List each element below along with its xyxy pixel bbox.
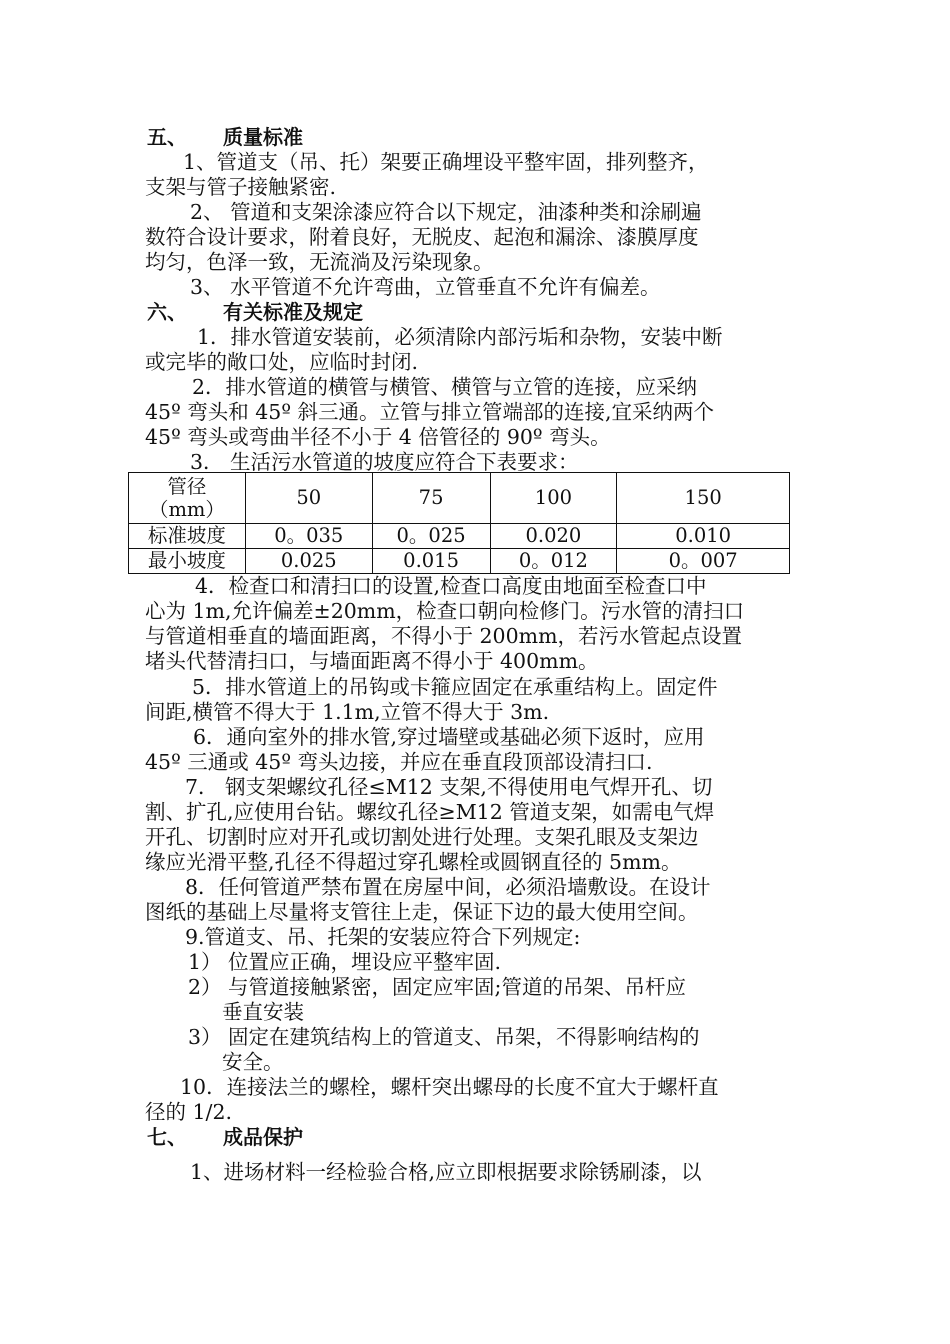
paragraph-line: 2．排水管道的横管与横管、横管与立管的连接，应采纳	[192, 375, 698, 399]
table-header-row	[129, 473, 790, 524]
section-number: 五、	[147, 125, 187, 149]
table-cell: 0。012	[490, 549, 617, 574]
table-cell: 0。007	[617, 549, 790, 574]
list-item: 2） 与管道接触紧密，固定应牢固;管道的吊架、吊杆应	[188, 975, 686, 999]
paragraph-line: 5．排水管道上的吊钩或卡箍应固定在承重结构上。固定件	[192, 675, 718, 699]
table-cell: 最小坡度	[129, 549, 246, 574]
paragraph-line: 均匀，色泽一致，无流淌及污染现象。	[145, 250, 494, 274]
list-item: 3） 固定在建筑结构上的管道支、吊架，不得影响结构的	[188, 1025, 700, 1049]
paragraph-line: 图纸的基础上尽量将支管往上走，保证下边的最大使用空间。	[145, 900, 699, 924]
table-cell: 0.015	[372, 549, 490, 574]
list-item: 1） 位置应正确，埋设应平整牢固.	[188, 950, 502, 974]
paragraph-line: 45º 弯头和 45º 斜三通。立管与排立管端部的连接,宜采纳两个	[145, 400, 715, 424]
table-row	[129, 524, 790, 549]
paragraph-line: 1、管道支（吊、托）架要正确埋设平整牢固，排列整齐，	[183, 150, 709, 174]
section-title: 质量标准	[223, 125, 303, 149]
paragraph-line: 4．检查口和清扫口的设置,检查口高度由地面至检查口中	[195, 574, 707, 598]
paragraph-line: 9.管道支、吊、托架的安装应符合下列规定:	[185, 925, 581, 949]
paragraph-line: 堵头代替清扫口，与墙面距离不得小于 400mm。	[145, 649, 599, 673]
list-item-continuation: 垂直安装	[222, 1000, 304, 1024]
section-title: 有关标准及规定	[223, 300, 363, 324]
paragraph-line: 或完毕的敞口处，应临时封闭.	[145, 350, 419, 374]
paragraph-line: 10．连接法兰的螺栓，螺杆突出螺母的长度不宜大于螺杆直	[180, 1075, 719, 1099]
list-item-continuation: 安全。	[222, 1050, 284, 1074]
table-cell: 标准坡度	[129, 524, 246, 549]
table-header-cell: 100	[490, 473, 617, 524]
paragraph-line: 3、 水平管道不允许弯曲，立管垂直不允许有偏差。	[190, 275, 661, 299]
paragraph-line: 数符合设计要求，附着良好，无脱皮、起泡和漏涂、漆膜厚度	[145, 225, 699, 249]
slope-table	[128, 472, 790, 574]
table-cell: 0.025	[245, 549, 372, 574]
paragraph-line: 支架与管子接触紧密.	[145, 175, 337, 199]
paragraph-line: 7． 钢支架螺纹孔径≤M12 支架,不得使用电气焊开孔、切	[185, 775, 713, 799]
paragraph-line: 与管道相垂直的墙面距离，不得小于 200mm，若污水管起点设置	[145, 624, 743, 648]
table-header-cell: 50	[245, 473, 372, 524]
table-cell: 0.010	[617, 524, 790, 549]
paragraph-line: 开孔、切割时应对开孔或切割处进行处理。支架孔眼及支架边	[145, 825, 699, 849]
section-number: 七、	[147, 1125, 187, 1149]
table-cell: 0.020	[490, 524, 617, 549]
table-header-cell: 管径 （mm）	[129, 473, 246, 524]
paragraph-line: 径的 1/2.	[145, 1100, 233, 1124]
section-heading-7	[147, 1125, 303, 1149]
table-header-cell: 75	[372, 473, 490, 524]
table-cell: 0。035	[245, 524, 372, 549]
paragraph-line: 缘应光滑平整,孔径不得超过穿孔螺栓或圆钢直径的 5mm。	[145, 850, 682, 874]
paragraph-line: 间距,横管不得大于 1.1m,立管不得大于 3m.	[145, 700, 550, 724]
paragraph-line: 8．任何管道严禁布置在房屋中间，必须沿墙敷设。在设计	[185, 875, 711, 899]
section-title: 成品保护	[223, 1125, 303, 1149]
paragraph-line: 45º 三通或 45º 弯头边接，并应在垂直段顶部设清扫口.	[145, 750, 653, 774]
table-header-cell: 150	[617, 473, 790, 524]
section-number: 六、	[147, 300, 187, 324]
paragraph-line: 割、扩孔,应使用台钻。螺纹孔径≥M12 管道支架，如需电气焊	[145, 800, 715, 824]
paragraph-line: 1、进场材料一经检验合格,应立即根据要求除锈刷漆，以	[190, 1160, 702, 1184]
paragraph-line: 1．排水管道安装前，必须清除内部污垢和杂物，安装中断	[197, 325, 723, 349]
section-heading-5	[147, 125, 303, 149]
table-cell: 0。025	[372, 524, 490, 549]
paragraph-line: 心为 1m,允许偏差±20mm，检查口朝向检修门。污水管的清扫口	[145, 599, 745, 623]
paragraph-line: 3． 生活污水管道的坡度应符合下表要求：	[190, 450, 579, 474]
table-row	[129, 549, 790, 574]
paragraph-line: 45º 弯头或弯曲半径不小于 4 倍管径的 90º 弯头。	[145, 425, 611, 449]
paragraph-line: 6．通向室外的排水管,穿过墙壁或基础必须下返时，应用	[193, 725, 705, 749]
paragraph-line: 2、 管道和支架涂漆应符合以下规定，油漆种类和涂刷遍	[190, 200, 702, 224]
section-heading-6	[147, 300, 363, 324]
